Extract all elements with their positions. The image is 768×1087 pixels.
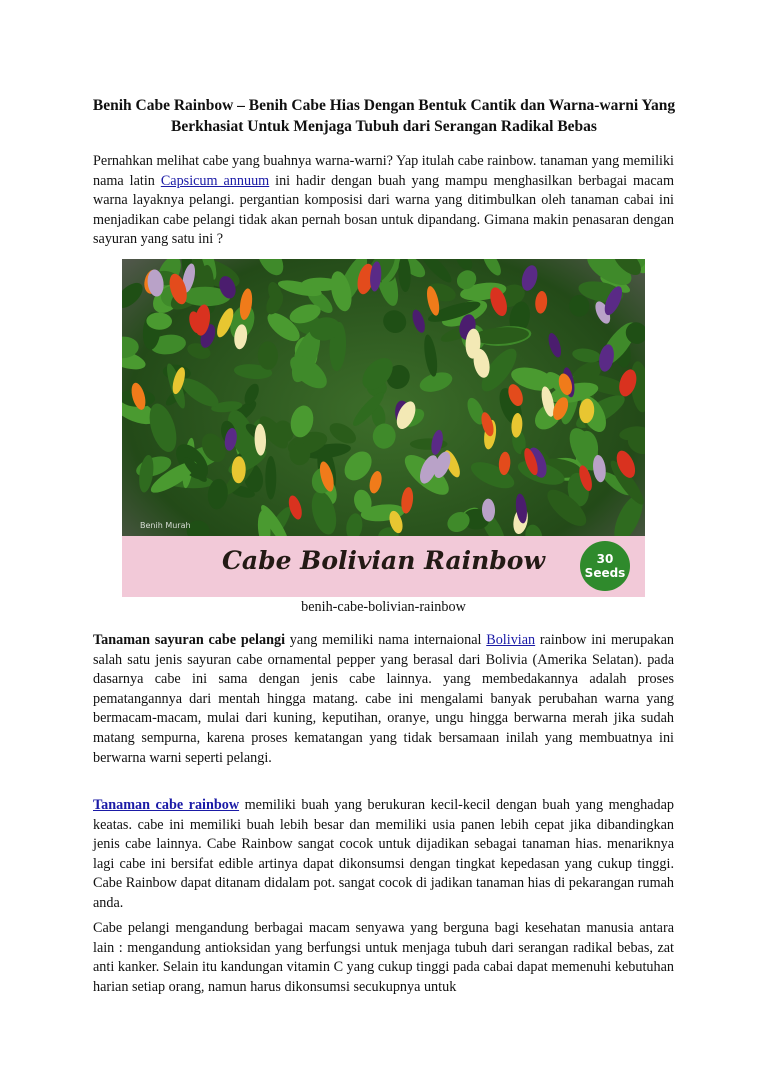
- leaf-shape: [265, 456, 276, 500]
- seeds-count-number: 30: [596, 552, 614, 566]
- rainbow-features-paragraph: [93, 796, 674, 914]
- rainbow-pepper-image: [122, 259, 645, 597]
- product-banner-text: Cabe Bolivian Rainbow: [222, 546, 545, 575]
- bolivian-text-before-link: yang memiliki nama internaional: [285, 632, 487, 648]
- bolivian-paragraph: [93, 631, 674, 768]
- bolivian-link[interactable]: Bolivian: [486, 632, 536, 648]
- intro-paragraph: [93, 152, 674, 250]
- bold-lead-text: Tanaman sayuran cabe pelangi: [93, 632, 286, 648]
- intro-text-after-link: ini hadir dengan buah yang mampu menghasilkan berbagai macam warna layaknya pelangi. pergantian komposisi dari warna yang ditimbulkan oleh tanaman cabai ini menjadikan cabe pelangi tidak akan pernah bosan untuk dipandang. Gimana makin penasaran dengan sayuran yang satu ini ?: [93, 172, 674, 248]
- features-text: memiliki buah yang berukuran kecil-kecil dengan buah yang menghadap keatas. cabe ini memiliki buah lebih besar dan memiliki usia panen lebih cepat jika dibandingkan jenis cabe lainnya. Cabe Rainbow sangat cocok untuk dijadikan sebagai tanaman hias. menariknya lagi cabe ini bersifat edible artinya dapat dikonsumsi dengan tingkat kepedasan yang cukup tinggi. Cabe Rainbow dapat ditanam didalam pot. sangat cocok di jadikan tanaman hias di pekarangan rumah anda.: [93, 797, 674, 911]
- tanaman-cabe-rainbow-link[interactable]: Tanaman cabe rainbow: [93, 797, 240, 813]
- health-benefits-paragraph: Cabe pelangi mengandung berbagai macam senyawa yang berguna bagi kesehatan manusia antara lain : mengandung antioksidan yang berfungsi untuk menjaga tubuh dari serangan radikal bebas, zat anti kanker. Selain itu kandungan vitamin C yang cukup tinggi pada cabai dapat memenuhi kebutuhan harian setiap orang, namun harus dikonsumsi secukupnya untuk: [93, 920, 674, 995]
- intro-text-before-link: Pernahkan melihat cabe yang buahnya warna-warni? Yap itulah cabe rainbow. tanaman yang memiliki nama latin: [93, 153, 674, 189]
- image-caption: benih-cabe-bolivian-rainbow: [301, 599, 466, 615]
- bolivian-text-after-link: rainbow ini merupakan salah satu jenis sayuran cabe ornamental pepper yang berasal dari Bolivia (Amerika Selatan). pada dasarnya cabe ini sama dengan jenis cabe lainnya. yang membedakannya adalah proses pematangannya dari mentah hingga matang. cabe ini mengalami banyak perubahan warna yang bermacam-macam, mulai dari kuning, keputihan, oranye, ungu hingga berwarna merah jika sudah matang sempurna, karena proses kematangan yang tidak bersamaan inilah yang membuatnya ini berwarna warni seperti pelangi.: [93, 632, 674, 766]
- seeds-count-label: Seeds: [584, 566, 626, 580]
- seeds-count-badge: [580, 541, 630, 591]
- document-title: Benih Cabe Rainbow – Benih Cabe Hias Dengan Bentuk Cantik dan Warna-warni Yang Berkhasiat Untuk Menjaga Tubuh dari Serangan Radikal Bebas: [92, 97, 676, 135]
- seller-logo-text: Benih Murah: [140, 521, 191, 530]
- capsicum-annuum-link[interactable]: Capsicum annuum: [160, 172, 270, 189]
